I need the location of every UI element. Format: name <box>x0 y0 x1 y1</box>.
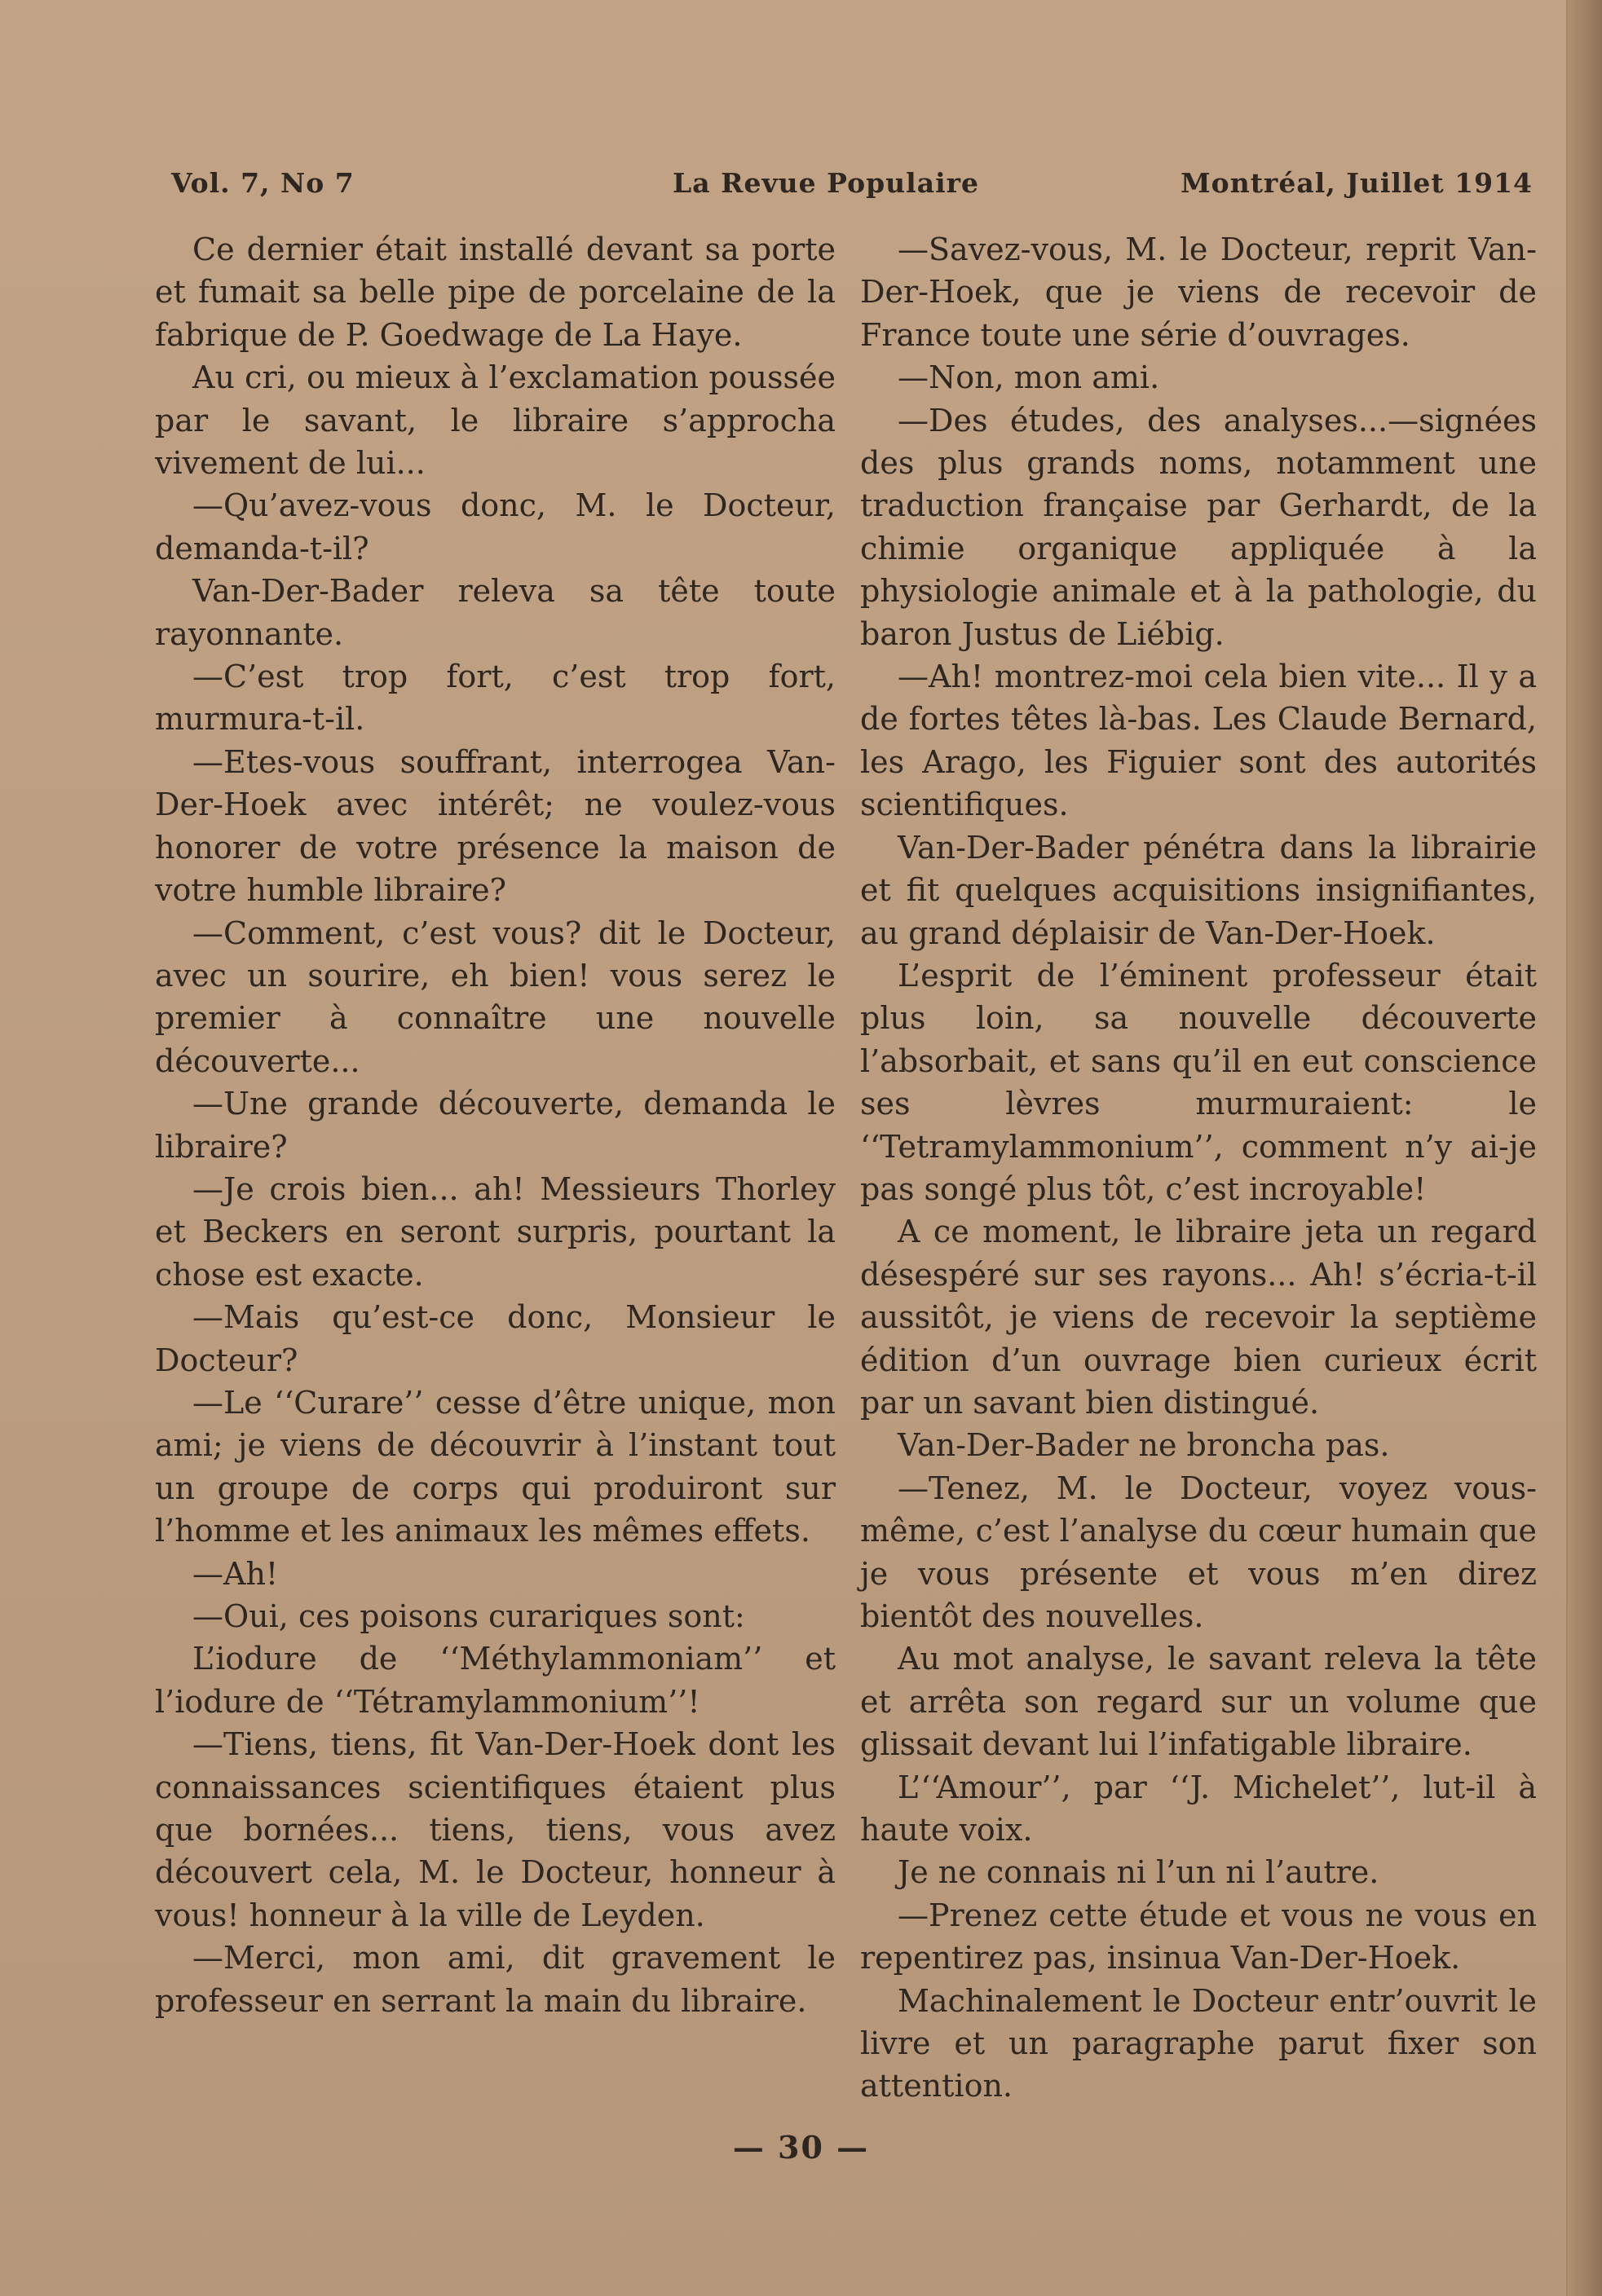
paragraph: —Oui, ces poisons curariques sont: <box>192 1598 745 1634</box>
paragraph: —Prenez cette étude et vous ne vous en repentirez pas, insinua Van-Der-Hoek. <box>860 1897 1537 1976</box>
paragraph: —Le ‘‘Curare’’ cesse d’être unique, mon ami; je viens de découvrir à l’instant tout un groupe de corps qui produiront sur l’homme et les animaux les mêmes effets. <box>155 1384 836 1549</box>
volume-number: Vol. 7, No 7 <box>171 167 355 199</box>
paragraph: L’iodure de ‘‘Méthylammoniam’’ et l’iodure de ‘‘Tétramylammonium’’! <box>155 1641 836 1720</box>
paragraph: Au mot analyse, le savant releva la tête et arrêta son regard sur un volume que glissait devant lui l’infatigable libraire. <box>860 1641 1537 1763</box>
paragraph: Je ne connais ni l’un ni l’autre. <box>898 1854 1379 1891</box>
paragraph: —Merci, mon ami, dit gravement le professeur en serrant la main du libraire. <box>155 1940 836 2019</box>
paragraph: —Mais qu’est-ce donc, Monsieur le Docteur? <box>155 1299 836 1378</box>
paragraph: —Ah! montrez-moi cela bien vite... Il y a de fortes têtes là-bas. Les Claude Bernard, les Arago, les Figuier sont des autorités scientifiques. <box>860 659 1537 823</box>
running-header <box>171 167 1533 208</box>
paragraph: —Qu’avez-vous donc, M. le Docteur, demanda-t-il? <box>155 487 836 566</box>
paragraph: L’‘‘Amour’’, par ‘‘J. Michelet’’, lut-il à haute voix. <box>860 1769 1537 1849</box>
paragraph: —Savez-vous, M. le Docteur, reprit Van-Der-Hoek, que je viens de recevoir de France toute une série d’ouvrages. <box>860 231 1537 353</box>
place-date: Montréal, Juillet 1914 <box>1181 167 1533 199</box>
paragraph: —Tiens, tiens, fit Van-Der-Hoek dont les connaissances scientifiques étaient plus que bornées... tiens, tiens, vous avez découvert cela, M. le Docteur, honneur à vous! honneur à la ville de Leyden. <box>155 1726 836 1933</box>
paragraph: —Ah! <box>192 1555 279 1592</box>
paragraph: —Comment, c’est vous? dit le Docteur, avec un sourire, eh bien! vous serez le premier à connaître une nouvelle découverte... <box>155 914 836 1079</box>
paragraph: A ce moment, le libraire jeta un regard désespéré sur ses rayons... Ah! s’écria-t-il aussitôt, je viens de recevoir la septième édition d’un ouvrage bien curieux écrit par un savant bien distingué. <box>860 1214 1537 1421</box>
paragraph: —Une grande découverte, demanda le libraire? <box>155 1086 836 1165</box>
paragraph: —Tenez, M. le Docteur, voyez vous-même, c’est l’analyse du cœur humain que je vous présente et vous m’en direz bientôt des nouvelles. <box>860 1470 1537 1634</box>
paragraph: L’esprit de l’éminent professeur était plus loin, sa nouvelle découverte l’absorbait, et sans qu’il en eut conscience ses lèvres murmuraient: le ‘‘Tetramylammonium’’, comment n’y ai-je pas songé plus tôt, c’est incroyable! <box>860 957 1537 1207</box>
paragraph: Au cri, ou mieux à l’exclamation poussée par le savant, le libraire s’approcha vivement de lui... <box>155 359 836 482</box>
right-column <box>860 228 1537 2108</box>
paragraph: —Des études, des analyses...—signées des plus grands noms, notamment une traduction française par Gerhardt, de la chimie organique appliquée à la physiologie animale et à la pathologie, du baron Justus de Liébig. <box>860 402 1537 652</box>
paragraph: Ce dernier était installé devant sa porte et fumait sa belle pipe de porcelaine de la fabrique de P. Goedwage de La Haye. <box>155 231 836 353</box>
paragraph: —Etes-vous souffrant, interrogea Van-Der-Hoek avec intérêt; ne voulez-vous honorer de votre présence la maison de votre humble libraire? <box>155 743 836 909</box>
paragraph: —Je crois bien... ah! Messieurs Thorley et Beckers en seront surpris, pourtant la chose est exacte. <box>155 1170 836 1293</box>
page-number: — 30 — <box>732 2129 870 2166</box>
paragraph: Van-Der-Bader releva sa tête toute rayonnante. <box>155 573 836 652</box>
paragraph: —Non, mon ami. <box>898 359 1160 396</box>
paragraph: Van-Der-Bader ne broncha pas. <box>898 1427 1390 1464</box>
journal-title: La Revue Populaire <box>673 167 979 199</box>
paragraph: —C’est trop fort, c’est trop fort, murmura-t-il. <box>155 659 836 738</box>
left-column <box>155 228 836 2022</box>
paragraph: Machinalement le Docteur entr’ouvrit le livre et un paragraphe parut fixer son attention. <box>860 1982 1537 2104</box>
paragraph: Van-Der-Bader pénétra dans la librairie et fit quelques acquisitions insignifiantes, au grand déplaisir de Van-Der-Hoek. <box>860 829 1537 951</box>
page-edge <box>1566 0 1602 2296</box>
